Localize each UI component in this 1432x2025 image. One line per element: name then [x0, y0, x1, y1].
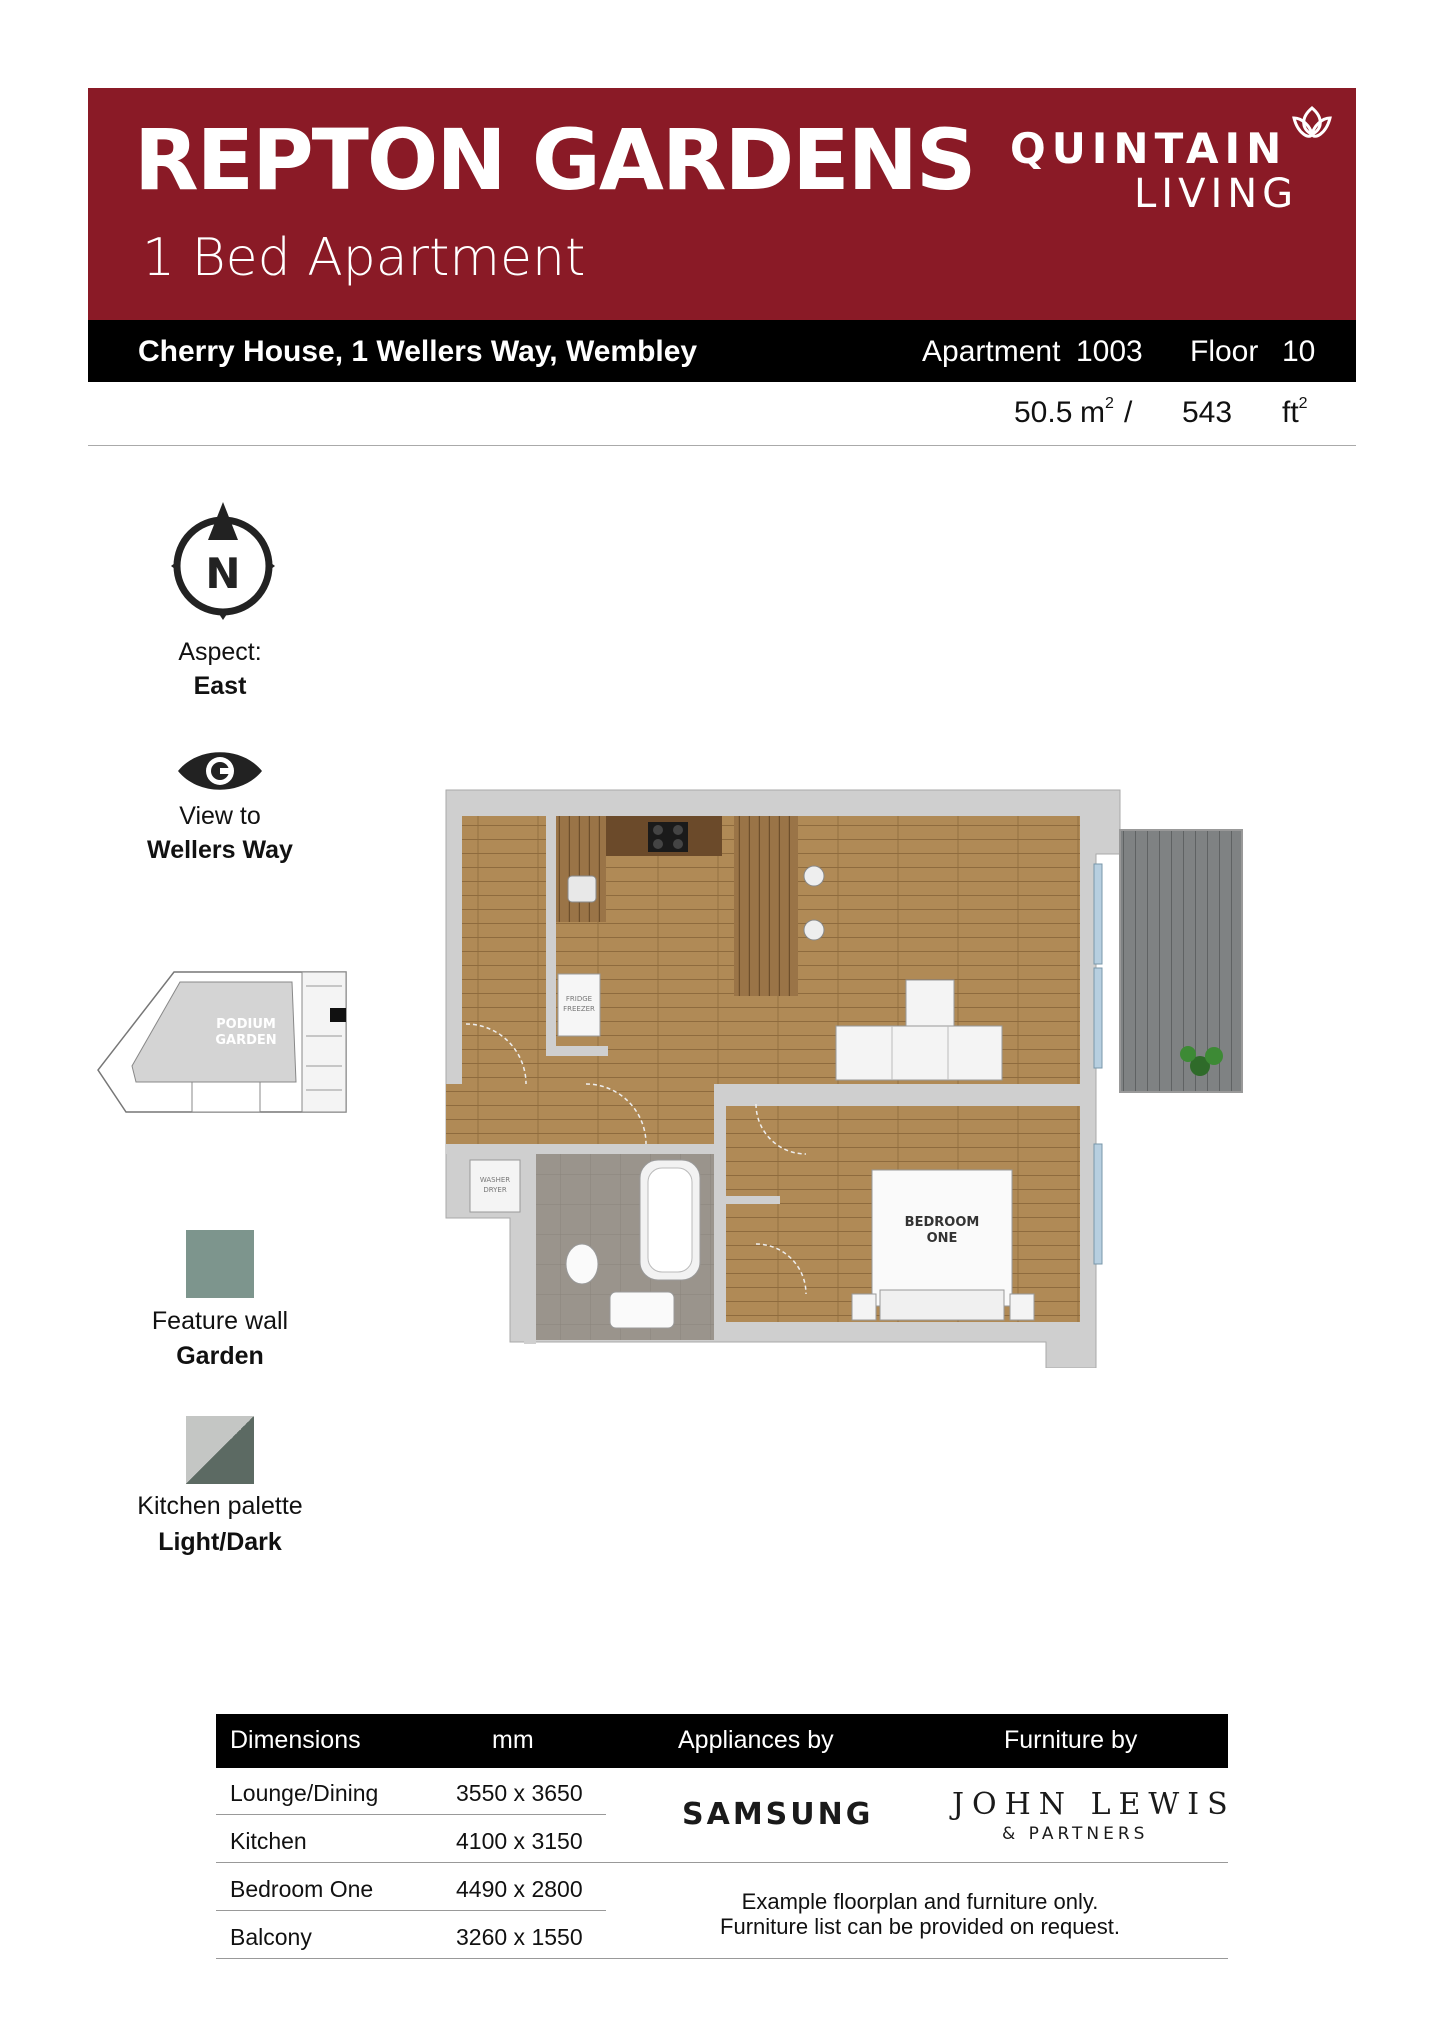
- site-location-plan: [96, 966, 350, 1120]
- area-ft2-unit: $ft^2$: [1282, 395, 1308, 429]
- furniture-brand-logo-line1: JOHN LEWIS: [952, 1787, 1236, 1822]
- disclaimer-line-2: Furniture list can be provided on request.: [720, 1913, 1120, 1939]
- floor-number: 10: [1282, 335, 1316, 368]
- table-row-size: 4100 x 3150: [456, 1828, 583, 1854]
- header-dimensions: Dimensions: [230, 1726, 361, 1754]
- kitchen-palette-value: Light/Dark: [158, 1528, 282, 1556]
- compass-north-icon: [166, 500, 280, 622]
- kitchen-palette-swatch: [186, 1416, 254, 1484]
- header-mm: mm: [492, 1726, 534, 1754]
- table-row-size: 3260 x 1550: [456, 1924, 583, 1950]
- table-row-room: Lounge/Dining: [230, 1780, 379, 1806]
- area-separator: /: [1124, 396, 1133, 429]
- washer-label-1: WASHER: [479, 1176, 511, 1184]
- view-label: View to: [179, 802, 261, 830]
- apartment-type: 1 Bed Apartment: [142, 228, 586, 288]
- view-value: Wellers Way: [147, 836, 293, 864]
- fridge-label-1: FRIDGE: [565, 995, 593, 1003]
- header-appliances: Appliances by: [678, 1726, 834, 1754]
- bedroom-label-1: BEDROOM: [904, 1215, 980, 1230]
- apartment-label: Apartment: [922, 335, 1061, 368]
- site-plan-label-1: PODIUM: [216, 1017, 276, 1032]
- compass-letter: N: [205, 549, 241, 598]
- brand-logo-line2: LIVING: [1134, 171, 1299, 217]
- table-row-size: 4490 x 2800: [456, 1876, 583, 1902]
- furniture-brand-logo-line2: & PARTNERS: [1002, 1824, 1149, 1844]
- aspect-label: Aspect:: [178, 638, 262, 666]
- area-m2-value: 50.5: [1014, 396, 1073, 429]
- appliances-brand-logo: SAMSUNG: [682, 1797, 874, 1832]
- floor-plan: [440, 784, 1250, 1368]
- area-m2-unit: $m^2$: [1080, 395, 1114, 429]
- washer-label-2: DRYER: [483, 1186, 507, 1194]
- site-plan-label-2: GARDEN: [215, 1033, 277, 1048]
- row-divider: [216, 1910, 606, 1911]
- disclaimer-line-1: Example floorplan and furniture only.: [741, 1889, 1099, 1914]
- feature-wall-swatch: [186, 1230, 254, 1298]
- header-furniture: Furniture by: [1004, 1726, 1138, 1754]
- floor-label: Floor: [1190, 335, 1259, 368]
- table-row-room: Bedroom One: [230, 1876, 374, 1902]
- address: Cherry House, 1 Wellers Way, Wembley: [138, 335, 698, 368]
- kitchen-palette-label: Kitchen palette: [137, 1492, 303, 1520]
- row-divider: [216, 1814, 606, 1815]
- eye-icon: [176, 748, 264, 794]
- table-row-room: Balcony: [230, 1924, 312, 1950]
- row-divider: [216, 1958, 1228, 1959]
- brand-trefoil-icon: [1290, 104, 1334, 148]
- feature-wall-value: Garden: [176, 1342, 264, 1370]
- table-row-room: Kitchen: [230, 1828, 307, 1854]
- table-row-size: 3550 x 3650: [456, 1780, 583, 1806]
- disclaimer-note: [640, 1890, 1200, 1939]
- area-ft2-value: 543: [1182, 396, 1233, 429]
- bedroom-label-2: ONE: [926, 1231, 958, 1246]
- divider: [88, 445, 1356, 446]
- aspect-value: East: [193, 672, 247, 700]
- row-divider: [216, 1862, 1228, 1863]
- development-title: REPTON GARDENS: [134, 111, 975, 209]
- brand-logo-line1: QUINTAIN: [1010, 124, 1288, 173]
- apartment-number: 1003: [1076, 335, 1143, 368]
- feature-wall-label: Feature wall: [151, 1307, 289, 1335]
- fridge-label-2: FREEZER: [563, 1005, 595, 1013]
